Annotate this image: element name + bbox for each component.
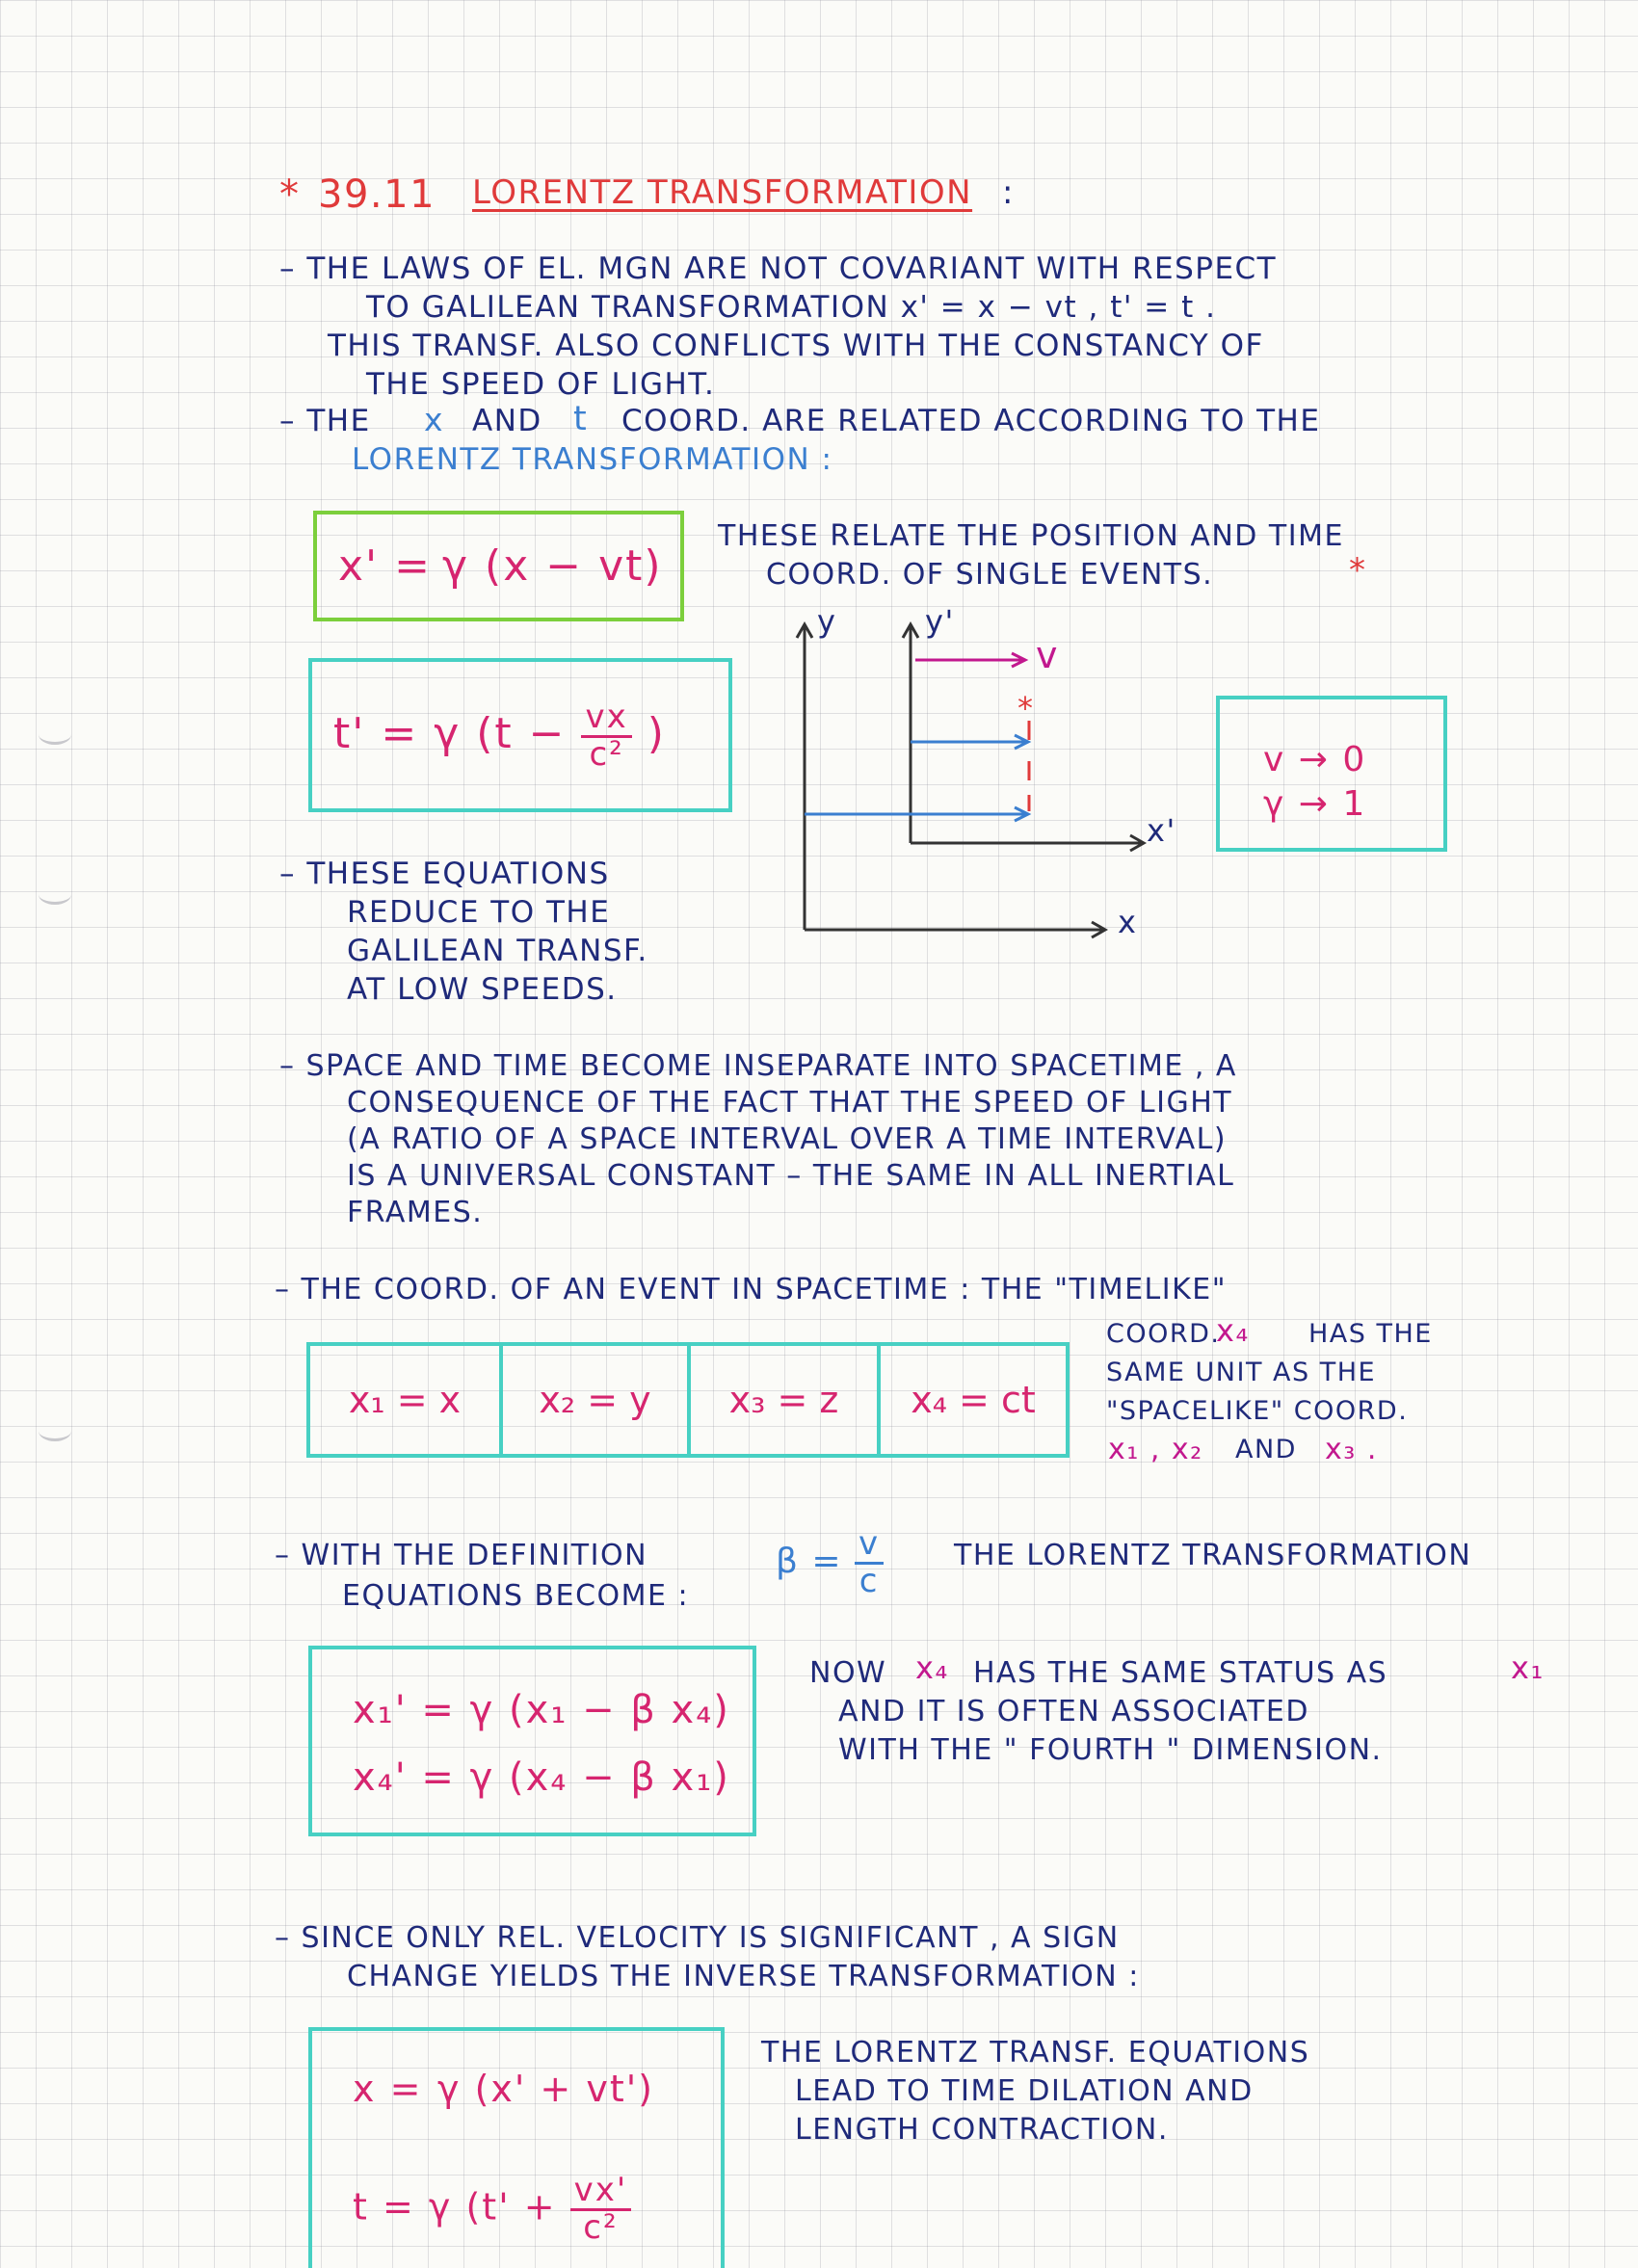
inverse-t-fraction [570,2171,632,2247]
binder-hole-mark [39,725,71,745]
reduce-note-line: REDUCE TO THE [347,895,611,930]
fourth-note-line: AND IT IS OFTEN ASSOCIATED [838,1695,1309,1728]
beta-equations-box [308,1646,756,1836]
reduce-note-line: AT LOW SPEEDS. [347,972,618,1007]
limit-gamma-to-one: γ → 1 [1263,784,1367,824]
reference-frames-diagram [771,597,1214,954]
lorentz-x-lhs: x' = [338,541,432,591]
beta-numerator: v [855,1527,884,1565]
intro-line: THIS TRANSF. ALSO CONFLICTS WITH THE CONSTANCY OF [328,329,1264,363]
beta-equation-x4: x₄' = γ (x₄ − β x₁) [353,1755,730,1800]
frame-s-axes [797,624,1105,937]
beta-line: THE LORENTZ TRANSFORMATION [954,1539,1472,1572]
events-note-line: THESE RELATE THE POSITION AND TIME [718,519,1344,553]
coords-side-line: "SPACELIKE" COORD. [1106,1396,1409,1426]
intro-x-symbol: x [424,401,445,438]
coord-cell-x2: x₂ = y [503,1346,691,1454]
beta-line: – WITH THE DEFINITION [275,1539,648,1572]
lorentz-t-close: ) [647,709,666,759]
coord-cell-x4: x₄ = ct [911,1379,1036,1421]
coords-intro-line: – THE COORD. OF AN EVENT IN SPACETIME : THE "TIMELIKE" [275,1273,1228,1306]
velocity-label: v [1036,634,1059,676]
x-axis-label: x [1118,904,1138,940]
fourth-note-line: WITH THE " FOURTH " DIMENSION. [838,1733,1383,1767]
intro-line: – THE LAWS OF EL. MGN ARE NOT COVARIANT WITH RESPECT [279,251,1278,286]
coords-side-x1x2: x₁ , x₂ [1108,1433,1203,1466]
beta-line: EQUATIONS BECOME : [342,1579,690,1613]
low-speed-limit-box [1216,696,1447,852]
coords-side-line: AND [1235,1435,1297,1464]
coords-side-line: SAME UNIT AS THE [1106,1358,1377,1387]
intro-line: LORENTZ TRANSFORMATION : [352,442,833,477]
lorentz-t-numerator: vx [581,700,631,738]
inverse-t-denominator: c² [583,2207,619,2247]
coords-side-line: COORD. [1106,1319,1221,1349]
coords-side-line: HAS THE [1308,1319,1433,1349]
inverse-x-rhs: γ (x' + vt') [437,2068,654,2110]
intro-t-symbol: t [573,400,589,438]
header-star: * [279,172,301,217]
binder-hole-mark [39,1421,71,1441]
beta-denominator: c [859,1561,879,1600]
coord-cell-x3: x₃ = z [691,1346,881,1454]
fourth-note-x4: x₄ [915,1649,949,1686]
reduce-note-line: – THESE EQUATIONS [279,857,610,891]
inverse-t-numerator: vx' [570,2174,632,2211]
spacetime-line: CONSEQUENCE OF THE FACT THAT THE SPEED OF LIGHT [347,1086,1233,1120]
intro-line: TO GALILEAN TRANSFORMATION x' = x − vt , t' = t . [366,290,1217,325]
y-prime-axis-label: y' [925,603,955,640]
fourth-note-line: NOW [809,1656,887,1690]
beta-lhs: β = [776,1542,843,1582]
inverse-line: CHANGE YIELDS THE INVERSE TRANSFORMATION : [347,1960,1140,1993]
inverse-t-equation [353,2171,631,2247]
binder-hole-mark [39,884,71,905]
events-note-star: * [1349,551,1367,590]
x-prime-axis-label: x' [1147,812,1176,849]
lorentz-x-rhs: γ (x − vt) [442,541,663,591]
fourth-note-line: HAS THE SAME STATUS AS [973,1656,1388,1690]
beta-fraction [855,1524,884,1600]
coord-cell-x1: x₁ = x [310,1346,503,1454]
inverse-line: – SINCE ONLY REL. VELOCITY IS SIGNIFICANT , A SIGN [275,1921,1120,1955]
reduce-note-line: GALILEAN TRANSF. [347,934,648,968]
events-note-line: COORD. OF SINGLE EVENTS. [766,558,1214,592]
intro-line: – THE [279,404,371,438]
lorentz-t-equation [333,700,666,772]
velocity-arrow [915,653,1025,667]
position-arrows [805,735,1028,821]
section-title-colon: : [1002,173,1015,212]
section-title: LORENTZ TRANSFORMATION [472,173,973,212]
inverse-equations-box [308,2027,725,2268]
lorentz-t-denominator: c² [589,734,624,774]
spacetime-line: – SPACE AND TIME BECOME INSEPARATE INTO SPACETIME , A [279,1049,1237,1083]
intro-line: THE SPEED OF LIGHT. [366,367,716,402]
spacetime-line: IS A UNIVERSAL CONSTANT – THE SAME IN ALL INERTIAL [347,1159,1235,1193]
lorentz-t-lhs: t' = γ (t − [333,709,567,759]
dilation-note-line: THE LORENTZ TRANSF. EQUATIONS [761,2036,1310,2070]
beta-equation-x1: x₁' = γ (x₁ − β x₄) [353,1688,730,1732]
coords-side-x4: x₄ [1216,1312,1250,1349]
spacetime-line: FRAMES. [347,1196,484,1229]
limit-v-to-zero: v → 0 [1263,740,1367,779]
intro-line: COORD. ARE RELATED ACCORDING TO THE [621,404,1321,438]
lorentz-t-equation-box [308,658,732,812]
spacetime-coords-table [306,1342,1070,1458]
fourth-note-x1: x₁ [1511,1649,1545,1686]
lorentz-t-fraction [581,700,631,772]
spacetime-line: (A RATIO OF A SPACE INTERVAL OVER A TIME INTERVAL) [347,1122,1228,1156]
section-number: 39.11 [318,172,436,217]
inverse-t-lhs: t = γ (t' + [353,2185,557,2228]
coords-side-x3: x₃ . [1325,1433,1378,1466]
intro-line: AND [472,404,542,438]
dilation-note-line: LENGTH CONTRACTION. [795,2113,1169,2147]
dilation-note-line: LEAD TO TIME DILATION AND [795,2074,1254,2108]
inverse-x-lhs: x = [353,2068,423,2110]
event-star: * [1017,690,1035,726]
beta-equation [776,1524,884,1600]
lorentz-x-equation-box [313,511,684,621]
y-axis-label: y [817,603,837,640]
